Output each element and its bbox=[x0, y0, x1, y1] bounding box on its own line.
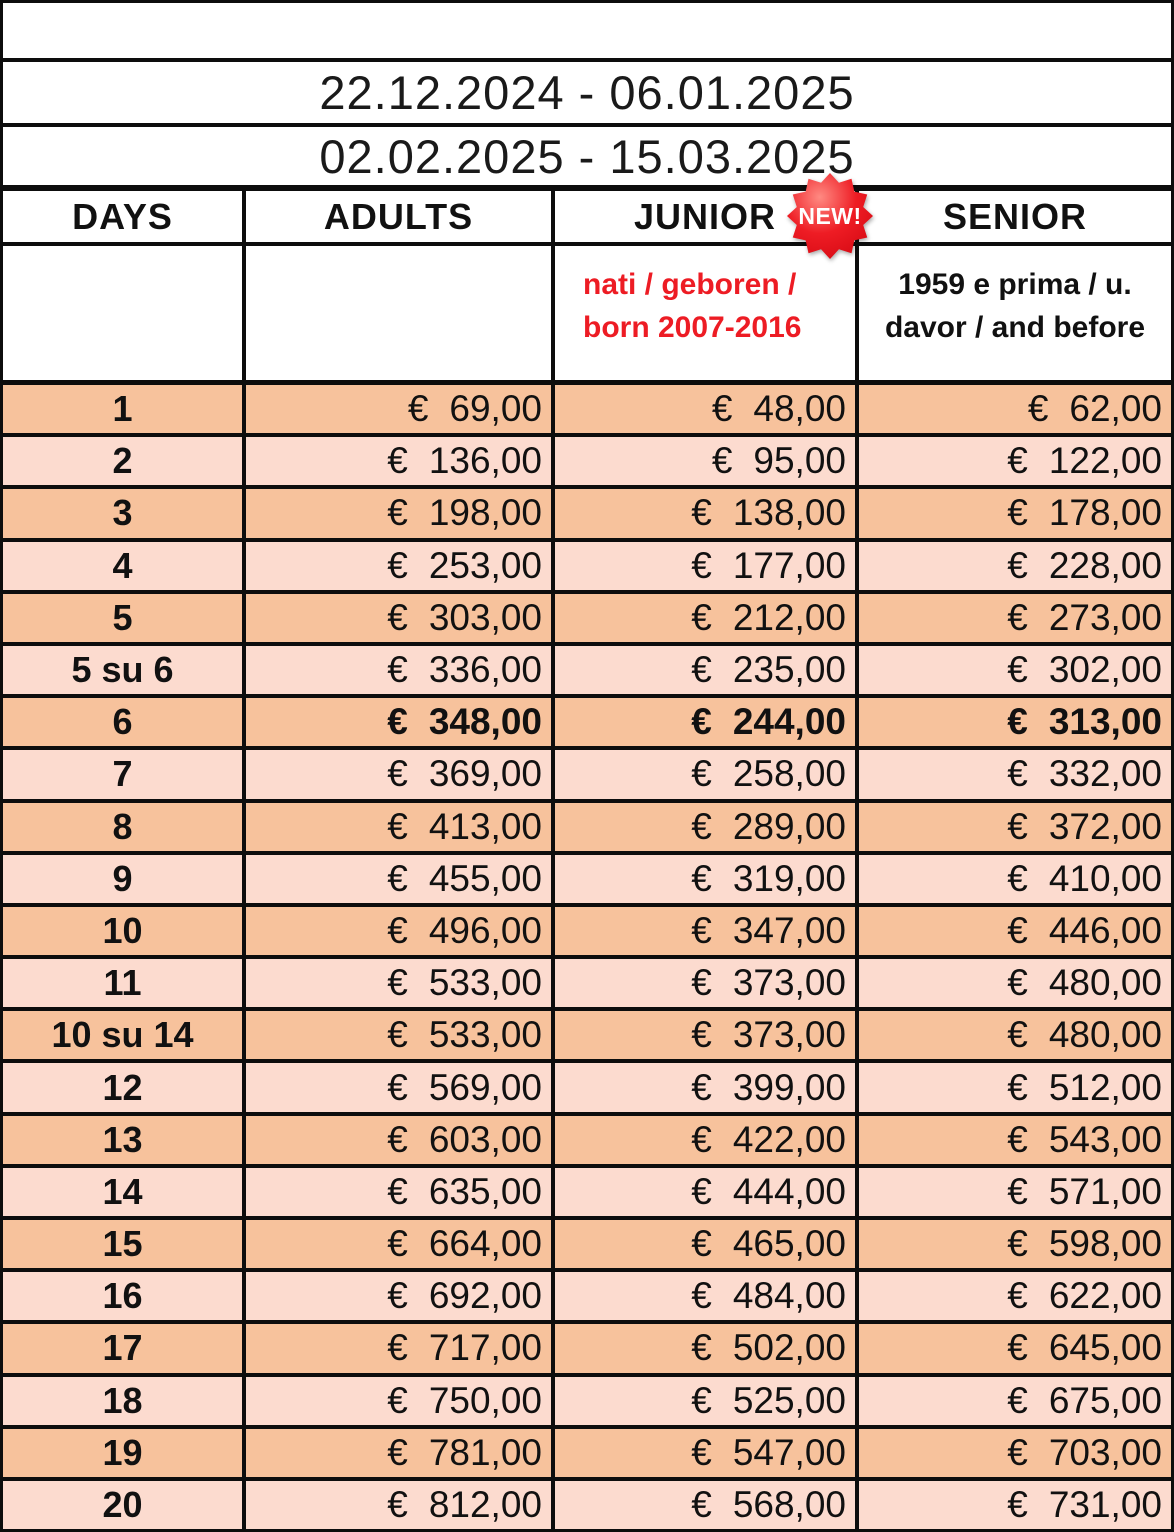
price-cell-senior bbox=[859, 1220, 1171, 1268]
price-amount: 253,00 bbox=[428, 544, 542, 586]
price-amount: 603,00 bbox=[428, 1118, 542, 1160]
price-cell-adults bbox=[246, 646, 555, 694]
price-cell-junior bbox=[555, 1220, 859, 1268]
euro-symbol: € bbox=[1007, 1014, 1028, 1056]
price-amount: 48,00 bbox=[753, 388, 846, 430]
price-cell-junior bbox=[555, 1063, 859, 1111]
euro-symbol: € bbox=[387, 1014, 408, 1056]
euro-symbol: € bbox=[691, 805, 712, 847]
price-cell-adults bbox=[246, 542, 555, 590]
price-amount: 502,00 bbox=[732, 1327, 846, 1369]
price-amount: 812,00 bbox=[428, 1484, 542, 1526]
price-cell-adults bbox=[246, 1324, 555, 1372]
period-1-label: 22.12.2024 - 06.01.2025 bbox=[319, 66, 855, 119]
price-amount: 258,00 bbox=[732, 753, 846, 795]
price-amount: 496,00 bbox=[428, 909, 542, 951]
euro-symbol: € bbox=[1007, 1327, 1028, 1369]
table-row bbox=[3, 1481, 1171, 1529]
price-cell-senior bbox=[859, 542, 1171, 590]
table-row bbox=[3, 1220, 1171, 1272]
euro-symbol: € bbox=[1007, 1118, 1028, 1160]
euro-symbol: € bbox=[1007, 492, 1028, 534]
price-amount: 533,00 bbox=[428, 1014, 542, 1056]
days-cell: 6 bbox=[3, 698, 246, 746]
price-amount: 369,00 bbox=[428, 753, 542, 795]
price-amount: 336,00 bbox=[428, 649, 542, 691]
price-amount: 422,00 bbox=[732, 1118, 846, 1160]
table-row bbox=[3, 542, 1171, 594]
price-amount: 235,00 bbox=[732, 649, 846, 691]
price-cell-senior bbox=[859, 1272, 1171, 1320]
price-cell-junior bbox=[555, 698, 859, 746]
euro-symbol: € bbox=[691, 909, 712, 951]
euro-symbol: € bbox=[387, 1066, 408, 1108]
price-amount: 731,00 bbox=[1048, 1484, 1162, 1526]
euro-symbol: € bbox=[691, 1275, 712, 1317]
price-cell-adults bbox=[246, 1220, 555, 1268]
table-row bbox=[3, 1377, 1171, 1429]
table-row bbox=[3, 1168, 1171, 1220]
days-cell: 17 bbox=[3, 1324, 246, 1372]
euro-symbol: € bbox=[387, 1484, 408, 1526]
euro-symbol: € bbox=[1007, 753, 1028, 795]
table-row bbox=[3, 959, 1171, 1011]
price-cell-junior bbox=[555, 959, 859, 1007]
table-row bbox=[3, 1063, 1171, 1115]
junior-note-line2: born 2007-2016 bbox=[583, 311, 802, 344]
price-cell-senior bbox=[859, 646, 1171, 694]
price-cell-junior bbox=[555, 1377, 859, 1425]
price-cell-senior bbox=[859, 489, 1171, 537]
table-row bbox=[3, 803, 1171, 855]
table-row bbox=[3, 1011, 1171, 1063]
column-header-days: DAYS bbox=[3, 191, 246, 242]
days-cell: 19 bbox=[3, 1429, 246, 1477]
euro-symbol: € bbox=[387, 596, 408, 638]
euro-symbol: € bbox=[1007, 1431, 1028, 1473]
euro-symbol: € bbox=[691, 1066, 712, 1108]
price-cell-junior bbox=[555, 1168, 859, 1216]
price-amount: 372,00 bbox=[1048, 805, 1162, 847]
euro-symbol: € bbox=[1007, 962, 1028, 1004]
senior-note-line1: 1959 e prima / u. bbox=[898, 267, 1132, 301]
junior-note-line1: nati / geboren / bbox=[583, 267, 797, 301]
days-cell: 2 bbox=[3, 437, 246, 485]
price-amount: 480,00 bbox=[1048, 1014, 1162, 1056]
price-amount: 303,00 bbox=[428, 596, 542, 638]
euro-symbol: € bbox=[387, 1170, 408, 1212]
price-amount: 484,00 bbox=[732, 1275, 846, 1317]
euro-symbol: € bbox=[691, 1014, 712, 1056]
table-row bbox=[3, 698, 1171, 750]
price-amount: 95,00 bbox=[753, 440, 846, 482]
price-cell-senior bbox=[859, 803, 1171, 851]
price-amount: 178,00 bbox=[1048, 492, 1162, 534]
euro-symbol: € bbox=[691, 1379, 712, 1421]
table-row bbox=[3, 437, 1171, 489]
price-amount: 212,00 bbox=[732, 596, 846, 638]
euro-symbol: € bbox=[691, 962, 712, 1004]
euro-symbol: € bbox=[1007, 596, 1028, 638]
euro-symbol: € bbox=[387, 1379, 408, 1421]
price-cell-adults bbox=[246, 1011, 555, 1059]
senior-note-line2: davor / and before bbox=[884, 311, 1146, 344]
table-row bbox=[3, 1324, 1171, 1376]
price-cell-adults bbox=[246, 855, 555, 903]
table-row bbox=[3, 489, 1171, 541]
euro-symbol: € bbox=[691, 492, 712, 534]
euro-symbol: € bbox=[691, 544, 712, 586]
column-header-junior: JUNIOR bbox=[555, 191, 859, 242]
price-amount: 373,00 bbox=[732, 962, 846, 1004]
euro-symbol: € bbox=[387, 492, 408, 534]
price-cell-adults bbox=[246, 1063, 555, 1111]
price-cell-adults bbox=[246, 1481, 555, 1529]
euro-symbol: € bbox=[387, 1431, 408, 1473]
euro-symbol: € bbox=[691, 1327, 712, 1369]
price-cell-junior bbox=[555, 1429, 859, 1477]
price-cell-junior bbox=[555, 385, 859, 433]
price-amount: 455,00 bbox=[428, 857, 542, 899]
price-cell-senior bbox=[859, 1168, 1171, 1216]
days-cell: 5 su 6 bbox=[3, 646, 246, 694]
price-amount: 512,00 bbox=[1048, 1066, 1162, 1108]
euro-symbol: € bbox=[691, 596, 712, 638]
price-cell-senior bbox=[859, 855, 1171, 903]
price-cell-senior bbox=[859, 1011, 1171, 1059]
euro-symbol: € bbox=[1007, 440, 1028, 482]
price-cell-junior bbox=[555, 594, 859, 642]
price-amount: 273,00 bbox=[1048, 596, 1162, 638]
euro-symbol: € bbox=[387, 1327, 408, 1369]
price-amount: 446,00 bbox=[1048, 909, 1162, 951]
price-amount: 703,00 bbox=[1048, 1431, 1162, 1473]
price-cell-junior bbox=[555, 1324, 859, 1372]
price-amount: 675,00 bbox=[1048, 1379, 1162, 1421]
price-cell-adults bbox=[246, 803, 555, 851]
price-amount: 635,00 bbox=[428, 1170, 542, 1212]
price-cell-adults bbox=[246, 959, 555, 1007]
new-badge-label: NEW! bbox=[798, 202, 862, 229]
days-cell: 1 bbox=[3, 385, 246, 433]
price-amount: 332,00 bbox=[1048, 753, 1162, 795]
price-amount: 138,00 bbox=[732, 492, 846, 534]
days-cell: 7 bbox=[3, 750, 246, 798]
euro-symbol: € bbox=[387, 1118, 408, 1160]
price-amount: 228,00 bbox=[1048, 544, 1162, 586]
price-cell-senior bbox=[859, 1377, 1171, 1425]
price-amount: 571,00 bbox=[1048, 1170, 1162, 1212]
table-row bbox=[3, 385, 1171, 437]
euro-symbol: € bbox=[691, 649, 712, 691]
price-cell-junior bbox=[555, 855, 859, 903]
price-amount: 569,00 bbox=[428, 1066, 542, 1108]
subheader-days bbox=[3, 246, 246, 380]
period-2-label: 02.02.2025 - 15.03.2025 bbox=[319, 129, 855, 183]
price-amount: 319,00 bbox=[732, 857, 846, 899]
euro-symbol: € bbox=[387, 1275, 408, 1317]
euro-symbol: € bbox=[1007, 805, 1028, 847]
price-cell-senior bbox=[859, 1481, 1171, 1529]
price-cell-junior bbox=[555, 803, 859, 851]
days-cell: 9 bbox=[3, 855, 246, 903]
price-cell-junior bbox=[555, 542, 859, 590]
price-amount: 598,00 bbox=[1048, 1223, 1162, 1265]
period-row-1 bbox=[3, 62, 1171, 127]
price-amount: 136,00 bbox=[428, 440, 542, 482]
price-amount: 664,00 bbox=[428, 1223, 542, 1265]
price-amount: 373,00 bbox=[732, 1014, 846, 1056]
price-amount: 198,00 bbox=[428, 492, 542, 534]
price-cell-junior bbox=[555, 1116, 859, 1164]
price-amount: 465,00 bbox=[732, 1223, 846, 1265]
price-cell-adults bbox=[246, 489, 555, 537]
euro-symbol: € bbox=[691, 753, 712, 795]
table-row bbox=[3, 1116, 1171, 1168]
price-amount: 347,00 bbox=[732, 909, 846, 951]
euro-symbol: € bbox=[1007, 1484, 1028, 1526]
euro-symbol: € bbox=[1007, 649, 1028, 691]
price-cell-senior bbox=[859, 907, 1171, 955]
new-badge bbox=[787, 173, 873, 259]
euro-symbol: € bbox=[711, 440, 733, 482]
price-amount: 413,00 bbox=[428, 805, 542, 847]
price-cell-senior bbox=[859, 594, 1171, 642]
days-cell: 8 bbox=[3, 803, 246, 851]
euro-symbol: € bbox=[711, 388, 733, 430]
euro-symbol: € bbox=[691, 857, 712, 899]
table-row bbox=[3, 907, 1171, 959]
price-cell-senior bbox=[859, 1116, 1171, 1164]
days-cell: 3 bbox=[3, 489, 246, 537]
price-table-body bbox=[3, 385, 1171, 1529]
euro-symbol: € bbox=[1027, 388, 1049, 430]
price-amount: 692,00 bbox=[428, 1275, 542, 1317]
price-amount: 568,00 bbox=[732, 1484, 846, 1526]
days-cell: 4 bbox=[3, 542, 246, 590]
euro-symbol: € bbox=[1007, 1379, 1028, 1421]
price-amount: 302,00 bbox=[1048, 649, 1162, 691]
euro-symbol: € bbox=[387, 649, 408, 691]
table-row bbox=[3, 646, 1171, 698]
price-cell-adults bbox=[246, 594, 555, 642]
euro-symbol: € bbox=[387, 962, 408, 1004]
price-amount: 399,00 bbox=[732, 1066, 846, 1108]
euro-symbol: € bbox=[1007, 1223, 1028, 1265]
price-amount: 645,00 bbox=[1048, 1327, 1162, 1369]
price-cell-senior bbox=[859, 437, 1171, 485]
price-cell-senior bbox=[859, 1324, 1171, 1372]
column-header-row bbox=[3, 191, 1171, 246]
days-cell: 10 su 14 bbox=[3, 1011, 246, 1059]
price-cell-adults bbox=[246, 1377, 555, 1425]
price-cell-adults bbox=[246, 1429, 555, 1477]
days-cell: 13 bbox=[3, 1116, 246, 1164]
price-cell-junior bbox=[555, 437, 859, 485]
price-amount: 313,00 bbox=[1048, 701, 1162, 743]
column-header-adults: ADULTS bbox=[246, 191, 555, 242]
euro-symbol: € bbox=[1007, 1066, 1028, 1108]
price-cell-adults bbox=[246, 437, 555, 485]
days-cell: 10 bbox=[3, 907, 246, 955]
table-row bbox=[3, 594, 1171, 646]
price-amount: 410,00 bbox=[1048, 857, 1162, 899]
euro-symbol: € bbox=[691, 1484, 712, 1526]
price-cell-senior bbox=[859, 1429, 1171, 1477]
subheader-senior bbox=[859, 246, 1171, 380]
days-cell: 18 bbox=[3, 1377, 246, 1425]
table-row bbox=[3, 855, 1171, 907]
price-cell-senior bbox=[859, 1063, 1171, 1111]
days-cell: 20 bbox=[3, 1481, 246, 1529]
price-cell-adults bbox=[246, 1272, 555, 1320]
price-cell-adults bbox=[246, 907, 555, 955]
price-amount: 547,00 bbox=[732, 1431, 846, 1473]
price-cell-senior bbox=[859, 385, 1171, 433]
table-row bbox=[3, 1272, 1171, 1324]
price-cell-junior bbox=[555, 646, 859, 694]
price-amount: 525,00 bbox=[732, 1379, 846, 1421]
euro-symbol: € bbox=[387, 753, 408, 795]
days-cell: 15 bbox=[3, 1220, 246, 1268]
price-amount: 289,00 bbox=[732, 805, 846, 847]
price-cell-junior bbox=[555, 750, 859, 798]
price-amount: 543,00 bbox=[1048, 1118, 1162, 1160]
price-amount: 717,00 bbox=[428, 1327, 542, 1369]
euro-symbol: € bbox=[691, 1431, 712, 1473]
days-cell: 12 bbox=[3, 1063, 246, 1111]
price-amount: 781,00 bbox=[428, 1431, 542, 1473]
euro-symbol: € bbox=[1007, 544, 1028, 586]
euro-symbol: € bbox=[387, 701, 408, 743]
price-cell-junior bbox=[555, 1481, 859, 1529]
price-amount: 122,00 bbox=[1048, 440, 1162, 482]
price-cell-adults bbox=[246, 385, 555, 433]
euro-symbol: € bbox=[1007, 909, 1028, 951]
price-cell-senior bbox=[859, 959, 1171, 1007]
euro-symbol: € bbox=[1007, 1275, 1028, 1317]
euro-symbol: € bbox=[691, 1118, 712, 1160]
price-cell-junior bbox=[555, 1011, 859, 1059]
price-cell-junior bbox=[555, 1272, 859, 1320]
subheader-adults bbox=[246, 246, 555, 380]
price-amount: 444,00 bbox=[732, 1170, 846, 1212]
days-cell: 16 bbox=[3, 1272, 246, 1320]
subheader-junior bbox=[555, 246, 859, 380]
price-amount: 348,00 bbox=[428, 701, 542, 743]
price-cell-senior bbox=[859, 698, 1171, 746]
column-header-senior: SENIOR bbox=[942, 195, 1088, 237]
days-cell: 11 bbox=[3, 959, 246, 1007]
price-cell-junior bbox=[555, 489, 859, 537]
euro-symbol: € bbox=[387, 1223, 408, 1265]
table-row bbox=[3, 750, 1171, 802]
price-amount: 244,00 bbox=[732, 701, 846, 743]
euro-symbol: € bbox=[407, 388, 429, 430]
euro-symbol: € bbox=[1007, 701, 1028, 743]
euro-symbol: € bbox=[1007, 857, 1028, 899]
days-cell: 14 bbox=[3, 1168, 246, 1216]
price-amount: 69,00 bbox=[449, 388, 542, 430]
price-amount: 62,00 bbox=[1069, 388, 1162, 430]
price-cell-adults bbox=[246, 750, 555, 798]
blank-header-row bbox=[3, 3, 1171, 62]
price-amount: 480,00 bbox=[1048, 962, 1162, 1004]
euro-symbol: € bbox=[691, 701, 712, 743]
table-row bbox=[3, 1429, 1171, 1481]
euro-symbol: € bbox=[387, 440, 408, 482]
price-cell-adults bbox=[246, 1168, 555, 1216]
price-cell-junior bbox=[555, 907, 859, 955]
euro-symbol: € bbox=[387, 805, 408, 847]
euro-symbol: € bbox=[691, 1223, 712, 1265]
price-amount: 622,00 bbox=[1048, 1275, 1162, 1317]
euro-symbol: € bbox=[387, 544, 408, 586]
price-amount: 533,00 bbox=[428, 962, 542, 1004]
euro-symbol: € bbox=[387, 909, 408, 951]
euro-symbol: € bbox=[691, 1170, 712, 1212]
subheader-row bbox=[3, 246, 1171, 385]
price-cell-adults bbox=[246, 1116, 555, 1164]
price-cell-adults bbox=[246, 698, 555, 746]
euro-symbol: € bbox=[387, 857, 408, 899]
price-amount: 177,00 bbox=[732, 544, 846, 586]
price-cell-senior bbox=[859, 750, 1171, 798]
price-amount: 750,00 bbox=[428, 1379, 542, 1421]
euro-symbol: € bbox=[1007, 1170, 1028, 1212]
days-cell: 5 bbox=[3, 594, 246, 642]
period-row-2 bbox=[3, 127, 1171, 191]
